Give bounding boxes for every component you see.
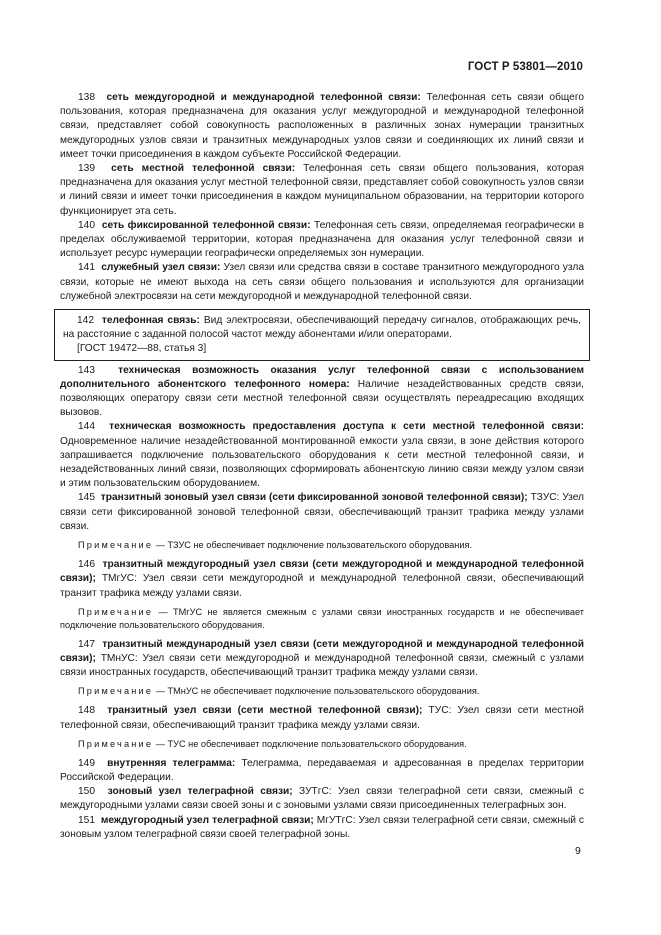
definition: Телефонная сеть связи, определяемая географически в пределах обслуживаемой территории, которая предназначена для оказания услуг телефонной связи и использует ресурс нумерации географически определяемых зон нумерации. [60, 219, 584, 260]
entry-150: 150 зоновый узел телеграфной связи; ЗУТгС: Узел связи телеграфной сети связи, смежный с междугородными узлами связи своей зоны и с зоновыми узлами связи присоединенных телеграфных зон. [60, 786, 584, 812]
term: сеть междугородной и международной телефонной связи: [106, 92, 421, 103]
entry-140: 140 сеть фиксированной телефонной связи: Телефонная сеть связи, определяемая географически в пределах обслуживаемой территории, которая предназначена для оказания услуг телефонной связи и использует ресурс нумерации географически определяемых зон нумерации. [60, 219, 584, 260]
entry-143: 143 техническая возможность оказания услуг телефонной связи с использованием дополнительного абонентского телефонного номера: Наличие незадействованных средств связи, позволяющих оператору связи сети местной телефонной связи осуществлять переадресацию входящих вызовов. [60, 364, 585, 419]
entry-142: 142 телефонная связь: Вид электросвязи, обеспечивающий передачу сигналов, отображающих речь, на расстояние с заданной полосой частот между абонентами и/или операторами. [63, 315, 581, 341]
definition: Вид электросвязи, обеспечивающий передачу сигналов, отображающих речь, на расстояние с заданной полосой частот между абонентами и/или операторами. [63, 315, 581, 341]
term: техническая возможность предоставления доступа к сети местной телефонной связи: [109, 421, 584, 433]
term: транзитный зоновый узел связи (сети фиксированной зоновой телефонной связи); [100, 492, 528, 504]
note: Примечание — ТЗУС не обеспечивает подключение пользовательского оборудования. [78, 540, 473, 551]
entry-146: 146 транзитный междугородный узел связи (сети междугородной и международной телефонной связи); ТМгУС: Узел связи сети междугородной и международной телефонной связи, обеспечивающий транзит трафика между узлами связи. [60, 559, 584, 599]
definition: Телеграмма, передаваемая и адресованная в пределах территории Российской Федерации. [60, 757, 584, 783]
definition: ЗУТгС: Узел связи телеграфной сети связи, смежный с междугородными узлами связи своей зоны и с зоновыми узлами связи присоединенных телеграфных зон. [60, 786, 584, 812]
note: Примечание — ТУС не обеспечивает подключение пользовательского оборудования. [78, 738, 467, 749]
note: Примечание — ТМнУС не обеспечивает подключение пользовательского оборудования. [78, 686, 480, 697]
source-reference: [ГОСТ 19472—88, статья 3] [77, 343, 207, 355]
term: транзитный узел связи (сети местной телефонной связи); [107, 705, 423, 717]
term: служебный узел связи: [101, 262, 221, 274]
term: техническая возможность оказания услуг телефонной связи с использованием дополнительного абонентского телефонного номера: [60, 364, 584, 390]
term: транзитный международный узел связи (сети междугородной и международной телефонной связи); [60, 638, 584, 664]
entry-148: 148 транзитный узел связи (сети местной телефонной связи); ТУС: Узел связи сети местной телефонной связи, обеспечивающий транзит трафика между узлами связи. [60, 705, 584, 731]
entry-149: 149 внутренняя телеграмма: Телеграмма, передаваемая и адресованная в пределах территории Российской Федерации. [60, 757, 584, 783]
entry-139: 139 сеть местной телефонной связи: Телефонная сеть связи общего пользования, которая предназначена для оказания услуг местной телефонной связи, представляет собой совокупность узлов связи и линий связи и имеет точки присоединения в каждом муниципальном образовании, на территории которого функционирует эта сеть. [60, 163, 584, 217]
definition: ТМгУС: Узел связи сети междугородной и международной телефонной связи, обеспечивающий транзит трафика между узлами связи. [60, 573, 584, 599]
term: сеть местной телефонной связи: [111, 163, 296, 175]
document-body [60, 91, 584, 842]
page-number: 9 [575, 845, 581, 857]
definition: Телефонная сеть связи общего пользования, которая предназначена для оказания услуг местной телефонной связи, представляет собой совокупность узлов связи и линий связи и имеет точки присоединения в каждом муниципальном образовании, на территории которого функционирует эта сеть. [60, 163, 584, 217]
term: транзитный междугородный узел связи (сети междугородной и международной телефонной связи); [60, 559, 584, 585]
definition: Одновременное наличие незадействованной монтированной емкости узла связи, в зоне действия которого запрашивается подключение пользовательского оборудования к сети местной телефонной связи, и незадействованных линий связи, позволяющих сформировать абонентскую линию связи между узлом связи и этим пользовательским оборудованием. [60, 435, 584, 490]
note: Примечание — ТМгУС не является смежным с узлами связи иностранных государств и не обеспечивает подключение пользовательского оборудования. [60, 606, 584, 630]
definition: Узел связи или средства связи в составе транзитного междугородного узла связи, которые не имеют выхода на сеть связи общего пользования и используются для организации служебной электросвязи на сети междугородной и международной телефонной связи. [60, 262, 584, 302]
definition: ТЗУС: Узел связи сети фиксированной зоновой телефонной связи, обеспечивающий транзит трафика между узлами связи. [60, 492, 584, 532]
entry-144: 144 техническая возможность предоставления доступа к сети местной телефонной связи: Одновременное наличие незадействованной монтированной емкости узла связи, в зоне действия которого запрашивается подключение пользовательского оборудования к сети местной телефонной связи, и незадействованных линий связи, позволяющих сформировать абонентскую линию связи между узлом связи и этим пользовательским оборудованием. [60, 421, 584, 490]
term: зоновый узел телеграфной связи; [107, 786, 293, 798]
definition: МгУТгС: Узел связи телеграфной сети связи, смежный с зоновым узлом телеграфной связи своей телеграфной зоны. [60, 814, 584, 840]
entry-145: 145 транзитный зоновый узел связи (сети фиксированной зоновой телефонной связи); ТЗУС: Узел связи сети фиксированной зоновой телефонной связи, обеспечивающий транзит трафика между узлами связи. [60, 492, 584, 532]
definition: Наличие незадействованных средств связи, позволяющих оператору связи сети местной телефонной связи осуществлять переадресацию входящих вызовов. [60, 378, 585, 419]
definition: ТМнУС: Узел связи сети междугородной и международной телефонной связи, смежный с узлами связи иностранных государств, обеспечивающий транзит трафика между узлами связи. [60, 652, 584, 679]
term: телефонная связь: [101, 315, 200, 327]
term: междугородный узел телеграфной связи; [100, 814, 314, 826]
entry-138: 138 сеть междугородной и международной телефонной связи: Телефонная сеть связи общего пользования, которая предназначена для оказания услуг междугородной и международной телефонной связи, представляет собой совокупность расположенных в различных зонах нумерации транзитных междугородных узлов связи и транзитных международных узлов связи и соединяющих их линий связи и имеет точки присоединения в каждом субъекте Российской Федерации. [60, 92, 584, 160]
entry-151: 151 междугородный узел телеграфной связи; МгУТгС: Узел связи телеграфной сети связи, смежный с зоновым узлом телеграфной связи своей телеграфной зоны. [60, 814, 584, 840]
definition: ТУС: Узел связи сети местной телефонной связи, обеспечивающий транзит трафика между узлами связи. [60, 705, 584, 731]
entry-147: 147 транзитный международный узел связи (сети междугородной и международной телефонной связи); ТМнУС: Узел связи сети междугородной и международной телефонной связи, смежный с узлами связи иностранных государств, обеспечивающий транзит трафика между узлами связи. [60, 638, 584, 679]
boxed-entry-142 [54, 309, 590, 361]
term: сеть фиксированной телефонной связи: [101, 219, 311, 231]
term: внутренняя телеграмма: [107, 757, 236, 769]
document-header: ГОСТ Р 53801—2010 [467, 61, 583, 73]
entry-141: 141 служебный узел связи: Узел связи или средства связи в составе транзитного междугородного узла связи, которые не имеют выхода на сеть связи общего пользования и используются для организации служебной электросвязи на сети междугородной и международной телефонной связи. [60, 262, 584, 302]
definition: Телефонная сеть связи общего пользования, которая предназначена для оказания услуг междугородной и международной телефонной связи, представляет собой совокупность расположенных в различных зонах нумерации транзитных междугородных узлов связи и транзитных международных узлов связи и соединяющих их линий связи и имеет точки присоединения в каждом субъекте Российской Федерации. [60, 92, 584, 160]
